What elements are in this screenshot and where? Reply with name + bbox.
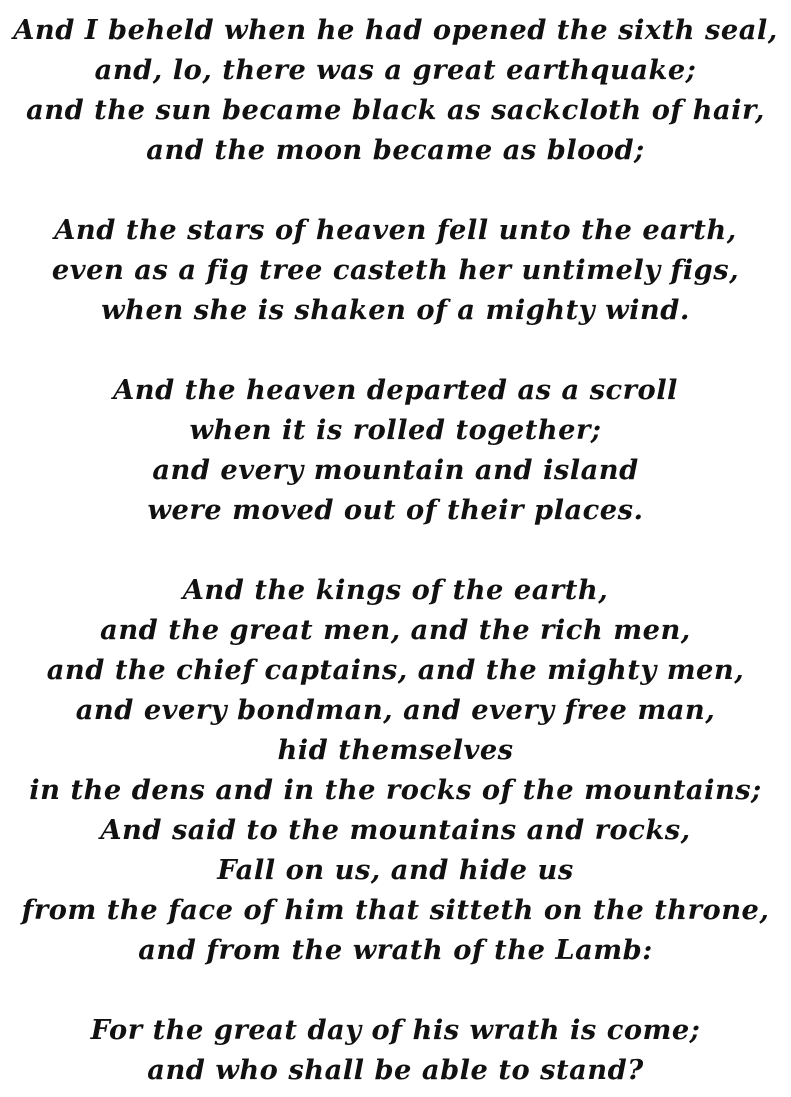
verse-line: And said to the mountains and rocks, [100,814,691,846]
verse-line: and every bondman, and every free man, [75,694,716,726]
verse-line: And the heaven departed as a scroll [113,374,678,406]
stanza-5 [0,1010,791,1090]
verse-line: and from the wrath of the Lamb: [138,934,653,966]
verse-line: when it is rolled together; [189,414,602,446]
verse-line: Fall on us, and hide us [217,854,574,886]
verse-line: even as a fig tree casteth her untimely figs, [51,254,740,286]
verse-line: and the great men, and the rich men, [100,614,691,646]
verse-line: and every mountain and island [152,454,639,486]
verse-line: when she is shaken of a mighty wind. [101,294,690,326]
verse-line: and the sun became black as sackcloth of hair, [26,94,765,126]
stanza-1 [0,10,791,170]
verse-line: For the great day of his wrath is come; [90,1014,701,1046]
verse-line: were moved out of their places. [147,494,644,526]
verse-line: from the face of him that sitteth on the throne, [21,894,770,926]
verse-line: in the dens and in the rocks of the mountains; [29,774,762,806]
verse-line: And I beheld when he had opened the sixth seal, [13,14,778,46]
verse-line: and the moon became as blood; [146,134,645,166]
scripture-text [0,10,791,1090]
verse-line: and the chief captains, and the mighty men, [46,654,745,686]
verse-line: and, lo, there was a great earthquake; [94,54,697,86]
verse-line: hid themselves [277,734,514,766]
verse-line: And the kings of the earth, [182,574,609,606]
verse-line: And the stars of heaven fell unto the earth, [54,214,737,246]
stanza-2 [0,210,791,330]
stanza-3 [0,370,791,530]
stanza-4 [0,570,791,970]
verse-line: and who shall be able to stand? [147,1054,644,1086]
